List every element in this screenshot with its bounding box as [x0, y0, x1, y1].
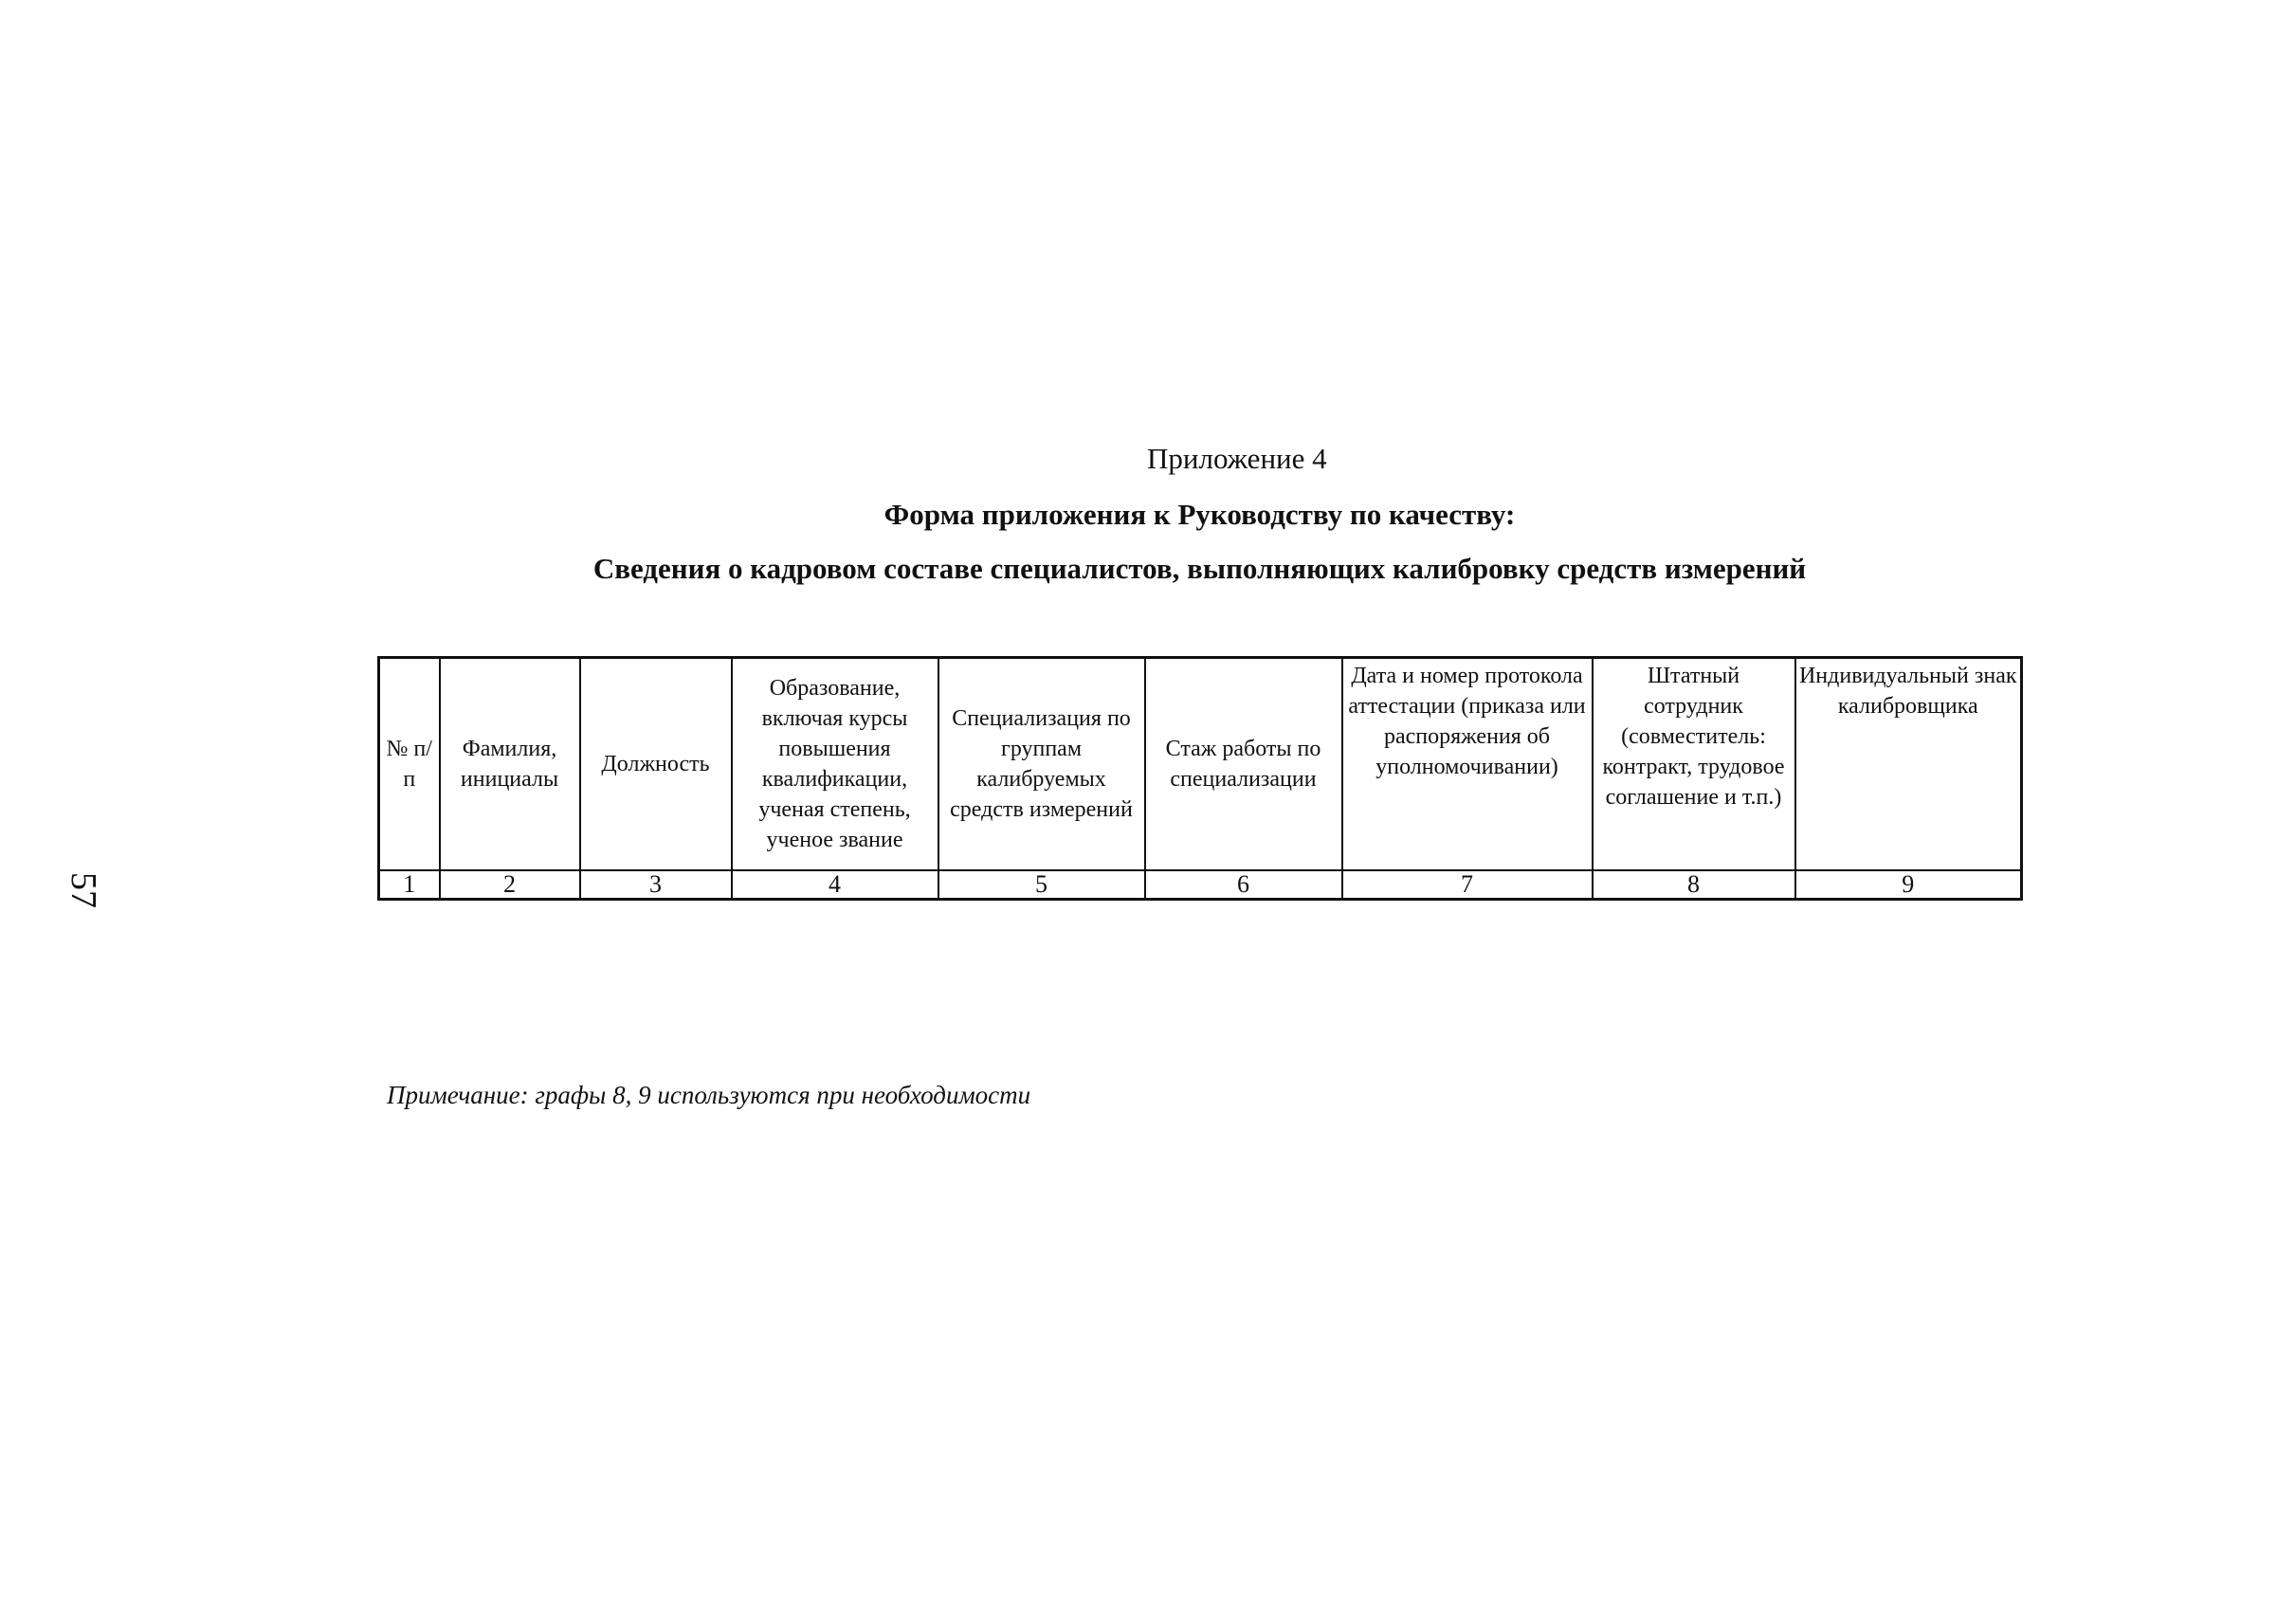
- column-number-cell: 5: [938, 870, 1145, 900]
- column-number-cell: 3: [580, 870, 732, 900]
- column-number-cell: 8: [1593, 870, 1795, 900]
- header-cell-calibrator-mark: Индивидуальный знак калибровщика: [1795, 658, 2022, 871]
- column-number-cell: 6: [1145, 870, 1342, 900]
- note: Примечание: графы 8, 9 используются при необходимости: [387, 1081, 1031, 1109]
- column-number-cell: 4: [732, 870, 938, 900]
- table-header-row: [379, 658, 2022, 871]
- header-cell-education: Образование, включая курсы повышения квалификации, ученая степень, ученое звание: [732, 658, 938, 871]
- header-cell-specialization: Специализация по группам калибруемых средств измерений: [938, 658, 1145, 871]
- header-cell-staff-status: Штатный сотрудник (совместитель: контракт, трудовое соглашение и т.п.): [1593, 658, 1795, 871]
- page-number: 57: [64, 872, 103, 908]
- header-cell-certification: Дата и номер протокола аттестации (приказа или распоряжения об уполномочивании): [1342, 658, 1593, 871]
- column-number-cell: 9: [1795, 870, 2022, 900]
- column-number-cell: 2: [440, 870, 580, 900]
- form-subtitle: Сведения о кадровом составе специалистов, выполняющих калибровку средств измерений: [592, 552, 1807, 585]
- header-cell-experience: Стаж работы по специализации: [1145, 658, 1342, 871]
- appendix-label: Приложение 4: [1147, 442, 1327, 475]
- column-number-cell: 1: [379, 870, 440, 900]
- column-number-cell: 7: [1342, 870, 1593, 900]
- form-title: Форма приложения к Руководству по качеству:: [883, 498, 1516, 531]
- header-cell-position: Должность: [580, 658, 732, 871]
- header-cell-name: Фамилия, инициалы: [440, 658, 580, 871]
- column-number-row: [379, 870, 2022, 900]
- staff-table: [377, 656, 2023, 901]
- header-cell-number: № п/п: [379, 658, 440, 871]
